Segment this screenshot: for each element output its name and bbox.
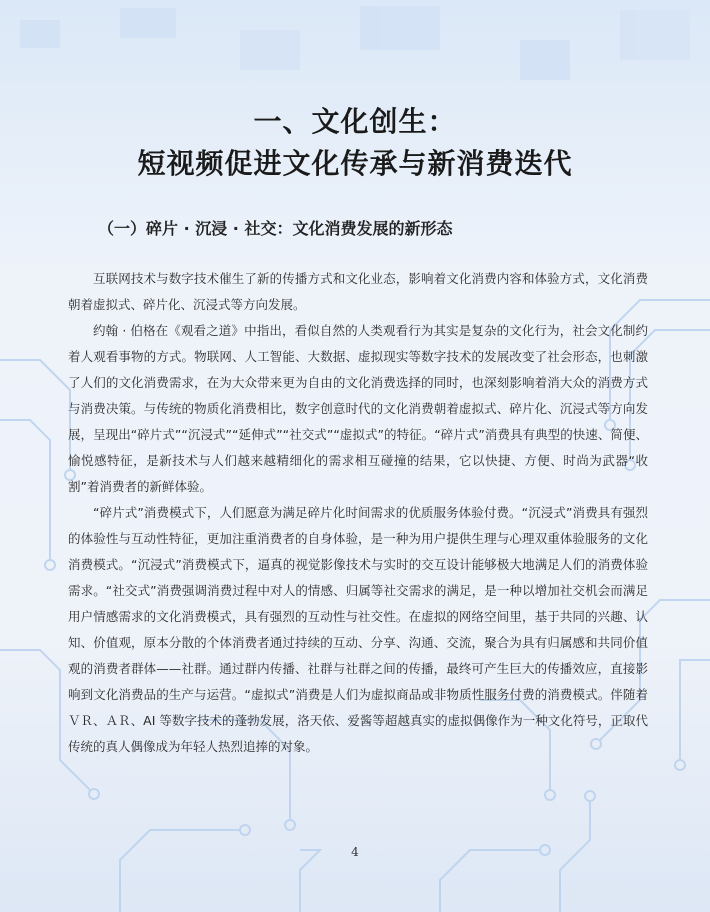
paragraph-1: 互联网技术与数字技术催生了新的传播方式和文化业态，影响着文化消费内容和体验方式，文化消费朝着虚拟式、碎片化、沉浸式等方向发展。 <box>68 271 648 312</box>
page-title-line-1: 一、文化创生： <box>253 105 457 138</box>
body-text <box>68 266 648 760</box>
page-number: 4 <box>351 845 359 859</box>
page-title-line-2: 短视频促进文化传承与新消费迭代 <box>137 147 573 180</box>
paragraph-3: “碎片式”消费模式下，人们愿意为满足碎片化时间需求的优质服务体验付费。“沉浸式”消费具有强烈的体验性与互动性特征，更加注重消费者的自身体验，是一种为用户提供生理与心理双重体验服务的文化消费模式。“沉浸式”消费模式下，逼真的视觉影像技术与实时的交互设计能够极大地满足人们的消费体验需求。“社交式”消费强调消费过程中对人的情感、归属等社交需求的满足，是一种以增加社交机会而满足用户情感需求的文化消费模式，具有强烈的互动性与社交性。在虚拟的网络空间里，基于共同的兴趣、认知、价值观，原本分散的个体消费者通过持续的互动、分享、沟通、交流，聚合为具有归属感和共同价值观的消费者群体——社群。通过群内传播、社群与社群之间的传播，最终可产生巨大的传播效应，直接影响到文化消费品的生产与运营。“虚拟式”消费是人们为虚拟商品或非物质性服务付费的消费模式。伴随着ＶＲ、ＡＲ、AI 等数字技术的蓬勃发展，洛天依、爱酱等超越真实的虚拟偶像作为一种文化符号，正取代传统的真人偶像成为年轻人热烈追捧的对象。 <box>68 505 648 754</box>
paragraph-2: 约翰 · 伯格在《观看之道》中指出，看似自然的人类观看行为其实是复杂的文化行为，社会文化制约着人观看事物的方式。物联网、人工智能、大数据、虚拟现实等数字技术的发展改变了社会形态，也刺激了人们的文化消费需求，在为大众带来更为自由的文化消费选择的同时，也深刻影响着消大众的消费方式与消费决策。与传统的物质化消费相比，数字创意时代的文化消费朝着虚拟式、碎片化、沉浸式等方向发展，呈现出“碎片式”“沉浸式”“延伸式”“社交式”“虚拟式”的特征。“碎片式”消费具有典型的快速、简便、愉悦感特征，是新技术与人们越来越精细化的需求相互碰撞的结果，它以快捷、方便、时尚为武器“收割”着消费者的新鲜体验。 <box>68 323 648 494</box>
section-heading: （一）碎片 · 沉浸 · 社交：文化消费发展的新形态 <box>98 219 453 238</box>
